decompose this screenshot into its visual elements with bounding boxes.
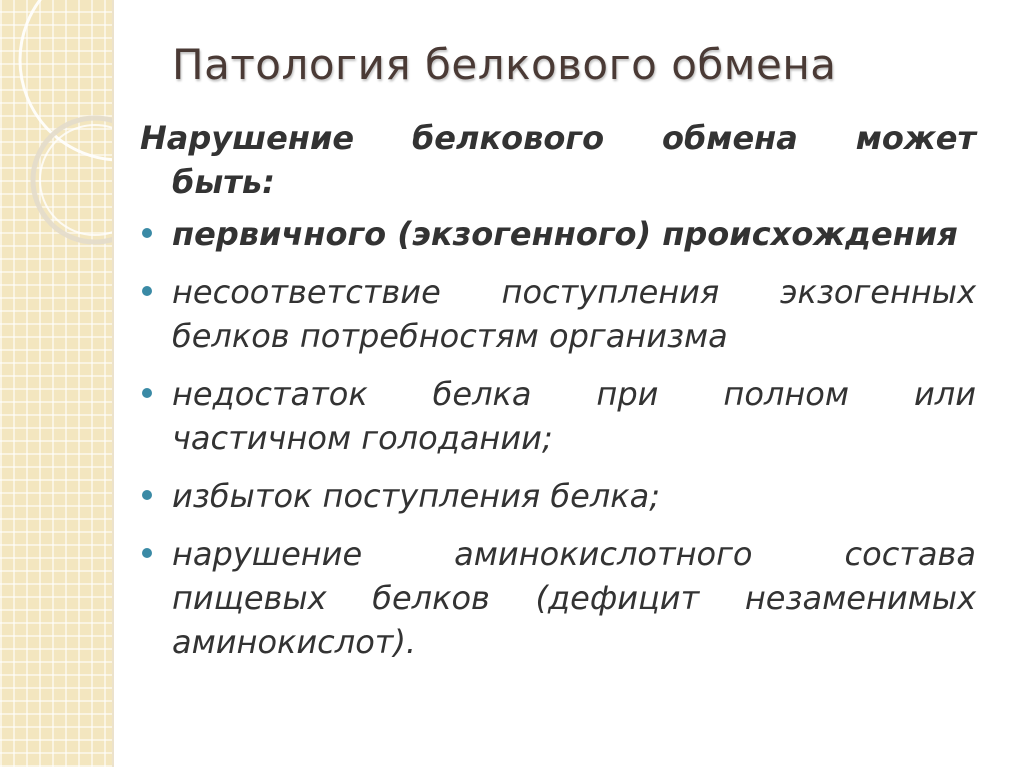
slide-content	[140, 116, 976, 678]
list-item	[140, 532, 976, 664]
list-item-text: несоответствие поступления экзогенных	[172, 273, 976, 311]
list-item-text: пищевых белков (дефицит незаменимых	[172, 579, 976, 617]
bullet-dot-icon	[142, 388, 152, 398]
intro-line-2: быть:	[172, 163, 275, 201]
slide-title: Патология белкового обмена	[172, 40, 837, 89]
bullet-dot-icon	[142, 548, 152, 558]
list-item-text: нарушение аминокислотного состава	[172, 535, 976, 573]
bullet-dot-icon	[142, 228, 152, 238]
list-item	[140, 212, 976, 256]
list-item-text: частичном голодании;	[172, 419, 553, 457]
bullet-dot-icon	[142, 286, 152, 296]
list-item-text: первичного (экзогенного) происхождения	[172, 215, 958, 253]
list-item	[140, 372, 976, 460]
list-item	[140, 270, 976, 358]
list-item	[140, 474, 976, 518]
decorative-circles	[0, 0, 112, 767]
list-item-text: избыток поступления белка;	[172, 477, 660, 515]
list-item-text: аминокислот).	[172, 623, 417, 661]
intro-line-1: Нарушение белкового обмена может	[140, 119, 976, 157]
bullet-dot-icon	[142, 490, 152, 500]
bullet-list	[140, 212, 976, 664]
intro-text	[140, 116, 976, 204]
list-item-text: недостаток белка при полном или	[172, 375, 976, 413]
list-item-text: белков потребностям организма	[172, 317, 728, 355]
decorative-side-panel	[0, 0, 114, 767]
